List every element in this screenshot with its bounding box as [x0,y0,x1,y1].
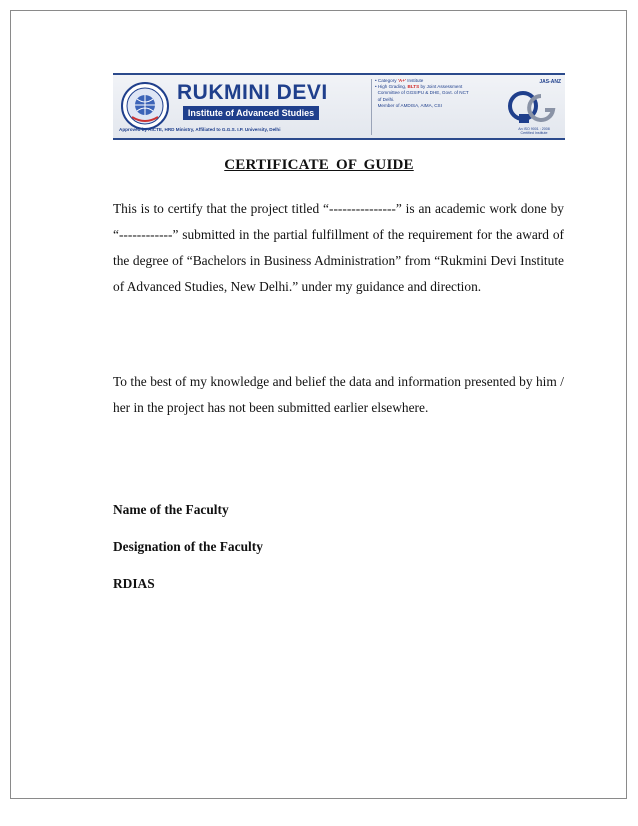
faculty-designation: Designation of the Faculty [113,539,263,554]
institute-banner [113,73,565,140]
info-row: • High Grading, BLTS by Joint Assessment [375,84,463,90]
banner-info-list [375,78,503,109]
approval-line: Approved by AICTE, HRD Ministry, Affiliated to G.G.S. I.P. University, Delhi [119,127,281,132]
info-row: • Category 'A+' Institute [375,78,424,83]
certification-paragraph: This is to certify that the project titled “---------------” is an academic work done by “------------” submitted in the partial fulfillment of the requirement for the award of the degree of “Bachelors in Business Administration” from “Rukmini Devi Institute of Advanced Studies, New Delhi.” under my guidance and direction. [113,201,564,294]
brand-subtitle: Institute of Advanced Studies [183,106,319,120]
iso-label: JAS-ANZ [539,79,561,85]
declaration-paragraph: To the best of my knowledge and belief the data and information presented by him / her in the project has not been submitted earlier elsewhere. [113,374,564,415]
info-row: of Delhi. [377,96,395,102]
info-row: Committee of GGSIPU & DHE, Govt. of NCT [377,90,469,96]
certificate-title: CERTIFICATE OF GUIDE [224,157,414,173]
iso-certification-icon [507,84,561,130]
info-row: Member of AMDISA, AIMA, CSI [377,102,442,108]
banner-divider [371,79,372,135]
iso-caption: An ISO 9001 : 2008 Certified Institute [518,127,550,136]
iso-badge [507,79,561,137]
brand-name: RUKMINI DEVI [177,81,328,104]
faculty-name: Name of the Faculty [113,502,229,517]
institute-abbreviation: RDIAS [113,576,155,591]
institute-emblem-icon [120,81,170,131]
